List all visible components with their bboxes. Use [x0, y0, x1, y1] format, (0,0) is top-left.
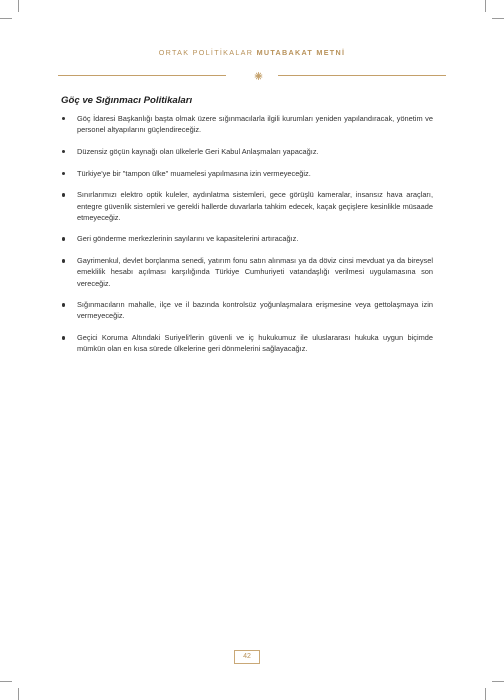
header-bold: MUTABAKAT METNİ — [256, 48, 346, 57]
bullet-icon — [62, 303, 65, 306]
crop-mark-bottom-left-h — [0, 681, 12, 682]
bullet-icon — [62, 336, 65, 339]
crescent-star-icon — [234, 66, 270, 86]
list-item: Gayrimenkul, devlet borçlanma senedi, yatırım fonu satın alınması ya da döviz cinsi mevduat ya da bireysel emeklilik hesabı açılması karşılığında Türkiye Cumhuriyeti vatandaşlığı verilmesi uygulamasına son vereceğiz. — [61, 255, 433, 289]
ornament-rule-left — [58, 75, 226, 76]
crop-mark-top-right — [485, 0, 486, 12]
policy-list — [61, 113, 433, 365]
list-item: Sınırlarımızı elektro optik kuleler, aydınlatma sistemleri, gece görüşlü kameralar, insansız hava araçları, entegre güvenlik sistemleri ve gerekli hallerde duvarlarla tahkim edecek, kaçak geçişlere kesinlikle müsaade etmeyeceğiz. — [61, 189, 433, 223]
crop-mark-bottom-right-h — [492, 681, 504, 682]
list-item: Göç İdaresi Başkanlığı başta olmak üzere sığınmacılarla ilgili kurumları yeniden yapılandıracak, yönetim ve personel altyapılarını güçlendireceğiz. — [61, 113, 433, 135]
list-item: Geçici Koruma Altındaki Suriyeli'lerin güvenli ve iç hukukumuz ile uluslararası hukuka uygun biçimde mümkün olan en kısa sürede ülkelerine geri dönmelerini sağlayacağız. — [61, 332, 433, 354]
section-title: Göç ve Sığınmacı Politikaları — [61, 95, 193, 106]
list-item: Sığınmacıların mahalle, ilçe ve il bazında kontrolsüz yoğunlaşmalara erişmesine veya gettolaşmaya izin vermeyeceğiz. — [61, 299, 433, 321]
ornament-rule-right — [278, 75, 446, 76]
page-number: 42 — [234, 650, 260, 664]
crop-mark-top-left-h — [0, 18, 12, 19]
list-item: Geri gönderme merkezlerinin sayılarını ve kapasitelerini artıracağız. — [61, 233, 433, 244]
bullet-icon — [62, 117, 65, 120]
bullet-icon — [62, 172, 65, 175]
crop-mark-top-right-h — [492, 18, 504, 19]
list-item: Düzensiz göçün kaynağı olan ülkelerle Geri Kabul Anlaşmaları yapacağız. — [61, 146, 433, 157]
crop-mark-top-left — [18, 0, 19, 12]
header-ornament — [58, 66, 446, 86]
bullet-icon — [62, 150, 65, 153]
running-header — [0, 48, 504, 57]
crop-mark-bottom-left — [18, 688, 19, 700]
crop-mark-bottom-right — [485, 688, 486, 700]
bullet-icon — [62, 193, 65, 196]
bullet-icon — [62, 259, 65, 262]
bullet-icon — [62, 237, 65, 240]
list-item: Türkiye'ye bir "tampon ülke" muamelesi yapılmasına izin vermeyeceğiz. — [61, 168, 433, 179]
header-light: ORTAK POLİTİKALAR — [158, 48, 254, 57]
